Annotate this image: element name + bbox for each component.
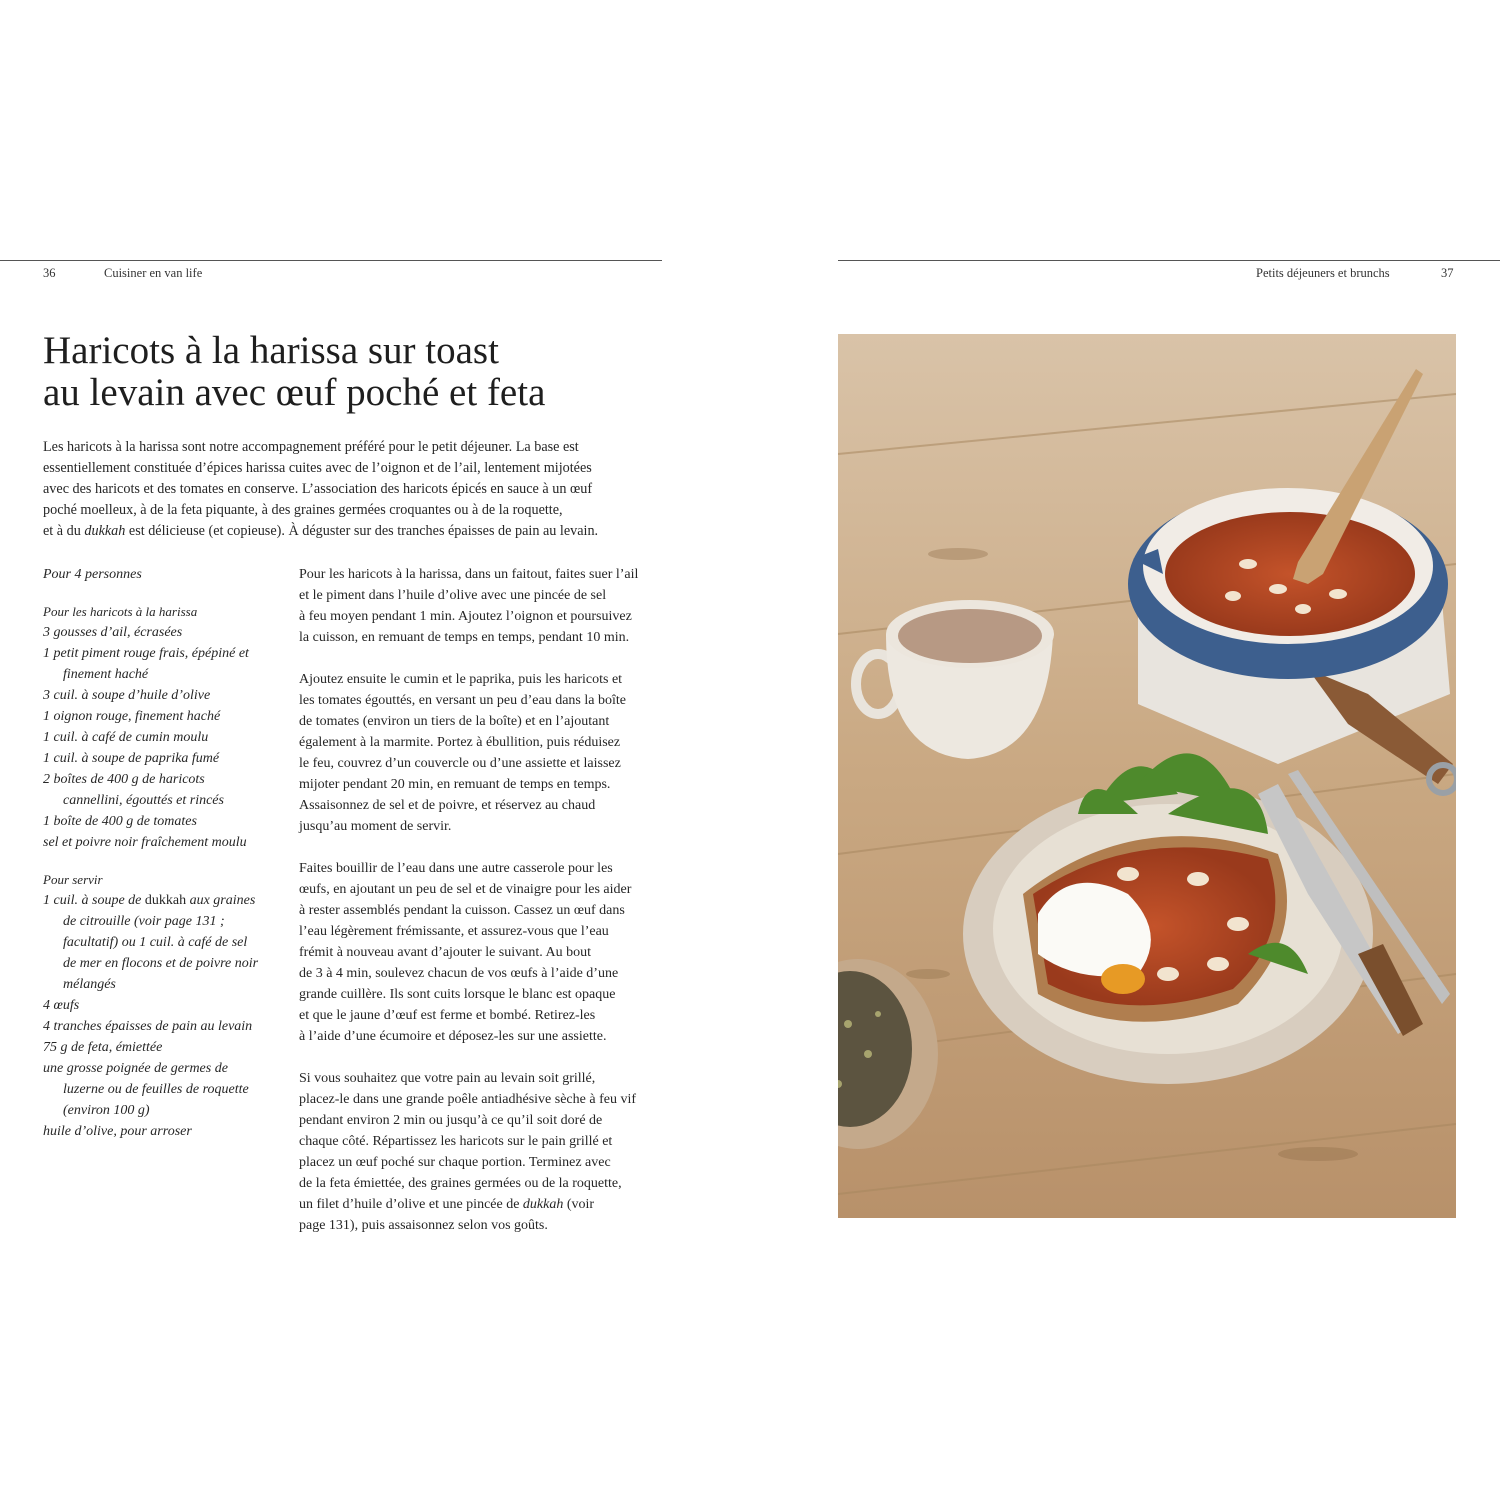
method-line: et le piment dans l’huile d’olive avec une pincée de sel (299, 588, 607, 603)
ingredient-line: 1 oignon rouge, finement haché (43, 709, 221, 724)
method-paragraph-4 (299, 1068, 669, 1236)
method-line: Ajoutez ensuite le cumin et le paprika, puis les haricots et (299, 672, 623, 687)
method-paragraph-2 (299, 669, 669, 837)
method-line: œufs, en ajoutant un peu de sel et de vinaigre pour les aider (299, 882, 632, 897)
recipe-title (43, 330, 663, 414)
method-line: Si vous souhaitez que votre pain au levain soit grillé, (299, 1071, 596, 1086)
method-line: grande cuillère. Ils sont cuits lorsque le blanc est opaque (299, 987, 616, 1002)
ingredient-line: finement haché (63, 667, 149, 682)
ingredient-line: 4 œufs (43, 998, 80, 1013)
ingredient-line: mélangés (63, 977, 116, 992)
method-line: l’eau légèrement frémissante, et assurez-vous que l’eau (299, 924, 609, 939)
method-text: (voir (566, 1197, 595, 1212)
ingredient-line: luzerne ou de feuilles de roquette (63, 1082, 249, 1097)
ingredient-line: 3 cuil. à soupe d’huile d’olive (43, 688, 211, 703)
method-line: mijoter pendant 20 min, en remuant de temps en temps. (299, 777, 611, 792)
intro-line (43, 521, 663, 542)
ingredient-line: 1 petit piment rouge frais, épépiné et (43, 646, 249, 661)
method-line: page 131), puis assaisonnez selon vos goûts. (299, 1218, 548, 1233)
ingredient-text: aux graines (189, 893, 256, 908)
method-line: placez un œuf poché sur chaque portion. Terminez avec (299, 1155, 611, 1170)
harissa-heading: Pour les haricots à la harissa (43, 604, 198, 619)
ingredient-line: facultatif) ou 1 cuil. à café de sel (63, 935, 248, 950)
ingredient-line: 1 cuil. à soupe de paprika fumé (43, 751, 220, 766)
ingredient-line: de citrouille (voir page 131 ; (63, 914, 225, 929)
intro-line: poché moelleux, à de la feta piquante, à des graines germées croquantes ou à de la roquette, (43, 502, 563, 518)
method-column (299, 564, 669, 1257)
intro-text: est délicieuse (et copieuse). À déguster sur des tranches épaisses de pain au levain. (128, 523, 599, 539)
method-line: le feu, couvrez d’un couvercle ou d’une assiette et laissez (299, 756, 621, 771)
ingredient-line: 1 boîte de 400 g de tomates (43, 814, 197, 829)
header-rule-right (838, 260, 1500, 261)
recipe-intro (43, 437, 663, 542)
ingredient-line: (environ 100 g) (63, 1103, 150, 1118)
servings: Pour 4 personnes (43, 567, 142, 582)
method-line: de la feta émiettée, des graines germées ou de la roquette, (299, 1176, 622, 1191)
ingredient-line: cannellini, égouttés et rincés (63, 793, 224, 808)
left-page-number: 36 (43, 266, 56, 280)
right-page-number: 37 (1441, 266, 1454, 280)
ingredient-line: 3 gousses d’ail, écrasées (43, 625, 183, 640)
ingredient-dukkah: dukkah (144, 893, 187, 908)
method-line: jusqu’au moment de servir. (299, 819, 452, 834)
recipe-photo (838, 334, 1456, 1218)
method-line: pendant environ 2 min ou jusqu’à ce qu’il soit doré de (299, 1113, 603, 1128)
ingredient-line: 2 boîtes de 400 g de haricots (43, 772, 205, 787)
recipe-title-line: au levain avec œuf poché et feta (43, 371, 546, 414)
intro-line: essentiellement constituée d’épices harissa cuites avec de l’oignon et de l’ail, lentement mijotées (43, 460, 592, 476)
method-line: Assaisonnez de sel et de poivre, et réservez au chaud (299, 798, 596, 813)
method-line: à feu moyen pendant 1 min. Ajoutez l’oignon et poursuivez (299, 609, 632, 624)
intro-text: et à du (43, 523, 81, 539)
method-line: les tomates égouttés, en versant un peu d’eau dans la boîte (299, 693, 626, 708)
header-rule-left (0, 260, 662, 261)
intro-line: avec des haricots et des tomates en conserve. L’association des haricots épicés en sauce à un œuf (43, 481, 593, 497)
intro-line: Les haricots à la harissa sont notre accompagnement préféré pour le petit déjeuner. La base est (43, 439, 579, 455)
method-dukkah: dukkah (522, 1197, 564, 1212)
intro-dukkah: dukkah (84, 523, 126, 539)
method-line: Pour les haricots à la harissa, dans un faitout, faites suer l’ail (299, 567, 639, 582)
ingredient-line: 75 g de feta, émiettée (43, 1040, 163, 1055)
method-line: Faites bouillir de l’eau dans une autre casserole pour les (299, 861, 613, 876)
method-line: placez-le dans une grande poêle antiadhésive sèche à feu vif (299, 1092, 636, 1107)
method-line (299, 1194, 669, 1215)
right-running-title: Petits déjeuners et brunchs (1256, 266, 1390, 280)
method-line: la cuisson, en remuant de temps en temps, pendant 10 min. (299, 630, 630, 645)
left-running-title: Cuisiner en van life (104, 266, 203, 280)
recipe-title-line: Haricots à la harissa sur toast (43, 329, 499, 372)
method-paragraph-1 (299, 564, 669, 648)
ingredient-line (43, 890, 283, 911)
ingredient-text: 1 cuil. à soupe de (43, 893, 142, 908)
ingredients-column (43, 564, 283, 1142)
method-line: frémit à nouveau avant d’ajouter le suivant. Au bout (299, 945, 591, 960)
ingredient-line: 1 cuil. à café de cumin moulu (43, 730, 209, 745)
ingredient-line: sel et poivre noir fraîchement moulu (43, 835, 247, 850)
method-line: à l’aide d’une écumoire et déposez-les sur une assiette. (299, 1029, 607, 1044)
ingredient-line: une grosse poignée de germes de (43, 1061, 228, 1076)
method-paragraph-3 (299, 858, 669, 1047)
method-line: à rester assemblés pendant la cuisson. Cassez un œuf dans (299, 903, 625, 918)
serve-heading: Pour servir (43, 872, 103, 887)
method-line: de 3 à 4 min, soulevez chacun de vos œufs à l’aide d’une (299, 966, 619, 981)
ingredient-line: 4 tranches épaisses de pain au levain (43, 1019, 253, 1034)
method-text: un filet d’huile d’olive et une pincée de (299, 1197, 520, 1212)
method-line: chaque côté. Répartissez les haricots sur le pain grillé et (299, 1134, 613, 1149)
ingredient-line: huile d’olive, pour arroser (43, 1124, 192, 1139)
ingredient-line: de mer en flocons et de poivre noir (63, 956, 259, 971)
method-line: de tomates (environ un tiers de la boîte) et en l’ajoutant (299, 714, 610, 729)
method-line: également à la marmite. Portez à ébullition, puis réduisez (299, 735, 621, 750)
method-line: et que le jaune d’œuf est ferme et bombé. Retirez-les (299, 1008, 596, 1023)
